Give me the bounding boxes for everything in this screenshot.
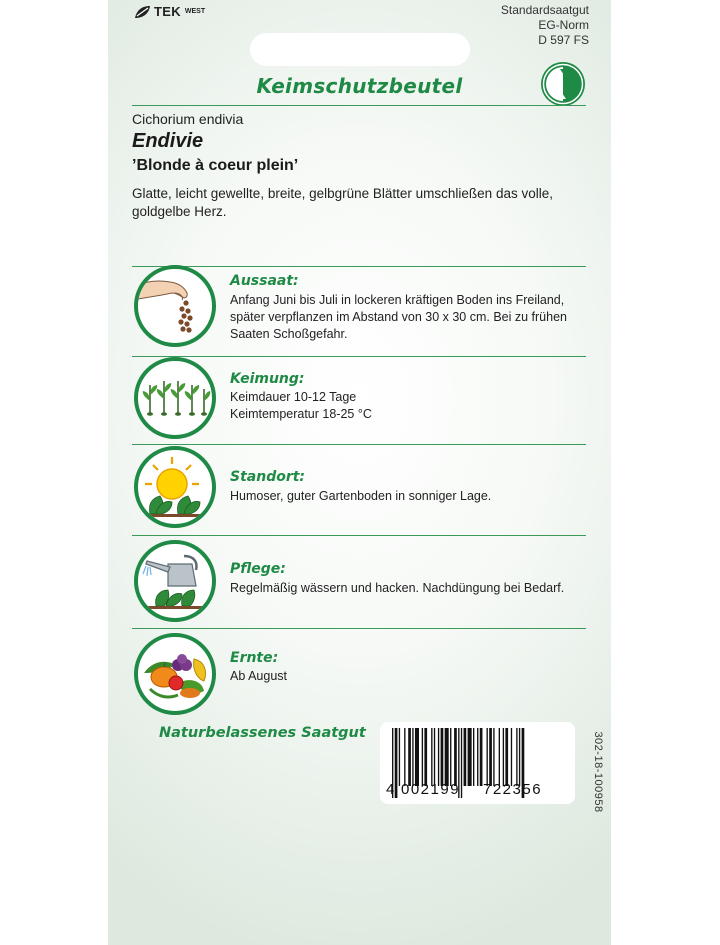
variety-name: ’Blonde à coeur plein’ [132, 157, 299, 174]
barcode-bar [468, 728, 472, 786]
barcode-bar [493, 728, 494, 786]
latin-name: Cichorium endivia [132, 111, 244, 127]
brand-sub: WEST [184, 8, 206, 15]
barcode-group-1: 002199 [401, 781, 461, 798]
side-code-text: 302-18-100958 [592, 731, 604, 813]
seed-norm-info [501, 3, 589, 48]
product-name: Endivie [132, 130, 204, 152]
section-ernte-text: Ab August [230, 669, 287, 683]
barcode-digit-first: 4 [386, 781, 395, 798]
barcode-bar [480, 728, 483, 786]
barcode-bar [487, 728, 488, 786]
header-title: Keimschutzbeutel [256, 74, 463, 98]
section-keimung-text-2: Keimtemperatur 18-25 °C [230, 407, 372, 421]
barcode-bar [415, 728, 419, 786]
barcode-bar [450, 728, 451, 786]
barcode-bar [489, 728, 492, 786]
section-ernte-title: Ernte: [230, 650, 279, 666]
seed-packet [108, 0, 611, 945]
barcode-bar [511, 728, 512, 786]
barcode-bar [445, 728, 449, 786]
barcode-bar [441, 728, 444, 786]
seedlings-icon [134, 357, 216, 439]
barcode-bar [464, 728, 467, 786]
divider-4 [132, 535, 586, 536]
barcode-bar [438, 728, 439, 786]
brand-logo [134, 4, 205, 19]
barcode-bar [505, 728, 508, 786]
section-pflege-title: Pflege: [230, 561, 286, 577]
sun-plant-icon [134, 446, 216, 528]
barcode-bar [477, 728, 478, 786]
section-aussaat-title: Aussaat: [230, 273, 299, 289]
section-keimung-title: Keimung: [230, 371, 305, 387]
barcode-bar [503, 728, 504, 786]
divider-top [132, 105, 586, 106]
side-code [590, 722, 606, 822]
divider-5 [132, 628, 586, 629]
green-dot-recycle-icon [539, 60, 587, 108]
norm-line-2: EG-Norm [538, 18, 589, 32]
footer-note: Naturbelassenes Saatgut [159, 725, 366, 741]
brand-name: TEK [154, 4, 181, 19]
barcode-bar [499, 728, 500, 786]
barcode-bar [431, 728, 432, 786]
barcode-bar [412, 728, 413, 786]
barcode-number [386, 781, 565, 798]
section-aussaat-text: Anfang Juni bis Juli in lockeren kräftigen Boden ins Freiland, später verpflanzen im Abstand von 30 x 30 cm. Bei zu frühen Saaten Schoßgefahr. [230, 293, 567, 341]
norm-line-1: Standardsaatgut [500, 3, 589, 17]
divider-1 [132, 266, 586, 267]
section-standort-text: Humoser, guter Gartenboden in sonniger Lage. [230, 489, 492, 503]
barcode-bar [473, 728, 474, 786]
blank-label-field [250, 33, 470, 66]
product-description: Glatte, leicht gewellte, breite, gelbgrüne Blätter umschließen das volle, goldgelbe Herz. [132, 186, 553, 219]
barcode-bar [519, 728, 520, 786]
brand-leaf-icon [134, 5, 151, 19]
barcode-bar [454, 728, 457, 786]
barcode-bar [404, 728, 405, 786]
section-standort-title: Standort: [230, 469, 306, 485]
vegetables-icon [134, 633, 216, 715]
divider-2 [132, 356, 586, 357]
norm-line-3: D 597 FS [538, 33, 589, 47]
barcode-bar [434, 728, 435, 786]
section-keimung-text-1: Keimdauer 10-12 Tage [230, 390, 357, 404]
barcode-bar [424, 728, 427, 786]
barcode-bar [399, 728, 400, 786]
barcode-bar [408, 728, 411, 786]
divider-3 [132, 444, 586, 445]
watering-can-icon [134, 540, 216, 622]
sowing-hand-icon [134, 265, 216, 347]
barcode-bar [422, 728, 423, 786]
section-pflege-text: Regelmäßig wässern und hacken. Nachdüngung bei Bedarf. [230, 581, 565, 595]
barcode-group-2: 722356 [483, 781, 543, 798]
barcode-bar [516, 728, 517, 786]
